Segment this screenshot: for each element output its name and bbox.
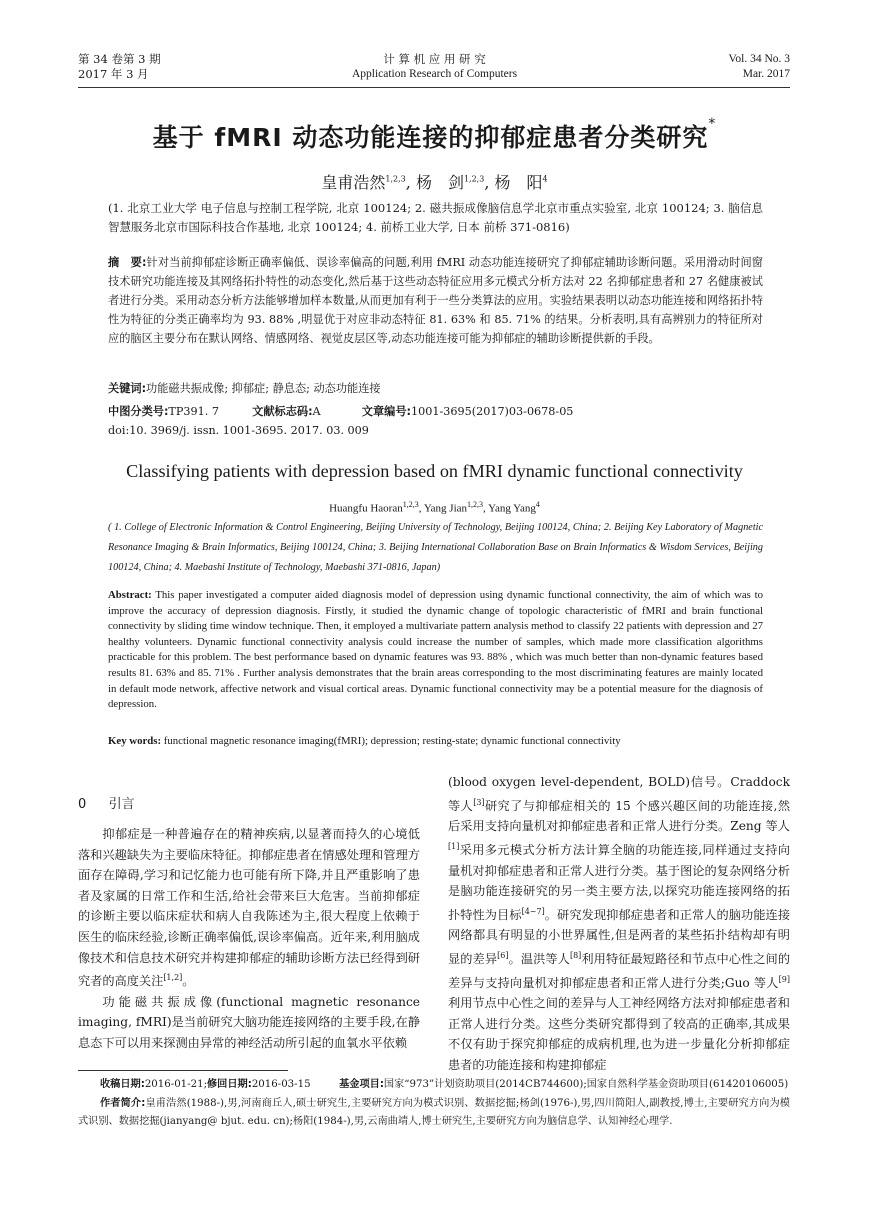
citation-ref: [3]: [473, 797, 485, 807]
received-date: 2016-01-21;: [144, 1079, 207, 1090]
body-paragraph: [448, 772, 790, 1076]
bio-text: 皇甫浩然(1988-),男,河南商丘人,硕士研究生,主要研究方向为模式识别、数据挖掘;杨剑(1976-),男,四川简阳人,副教授,博士,主要研究方向为模式识别、数据挖掘(jianyang@ bjut. edu. cn);杨阳(1984-),男,云南曲靖人,博士研究生,主要研究方向为脑信息学、认知神经心理学.: [78, 1097, 790, 1127]
author-name: 皇甫浩然: [321, 173, 386, 192]
citation-ref: [1,2]: [163, 973, 183, 983]
paragraph-text: 研究了与抑郁症相关的 15 个感兴趣区间的功能连接,然后采用支持向量机对抑郁症患者和正常人进行分类。Zeng 等人: [448, 798, 791, 834]
author-name-en: Huangfu Haoran: [329, 502, 403, 515]
keywords-cn: [108, 380, 763, 396]
paragraph-text: 采用多元模式分析方法计算全脑的功能连接,同样通过支持向量机对抑郁症患者和正常人进行分类。基于图论的复杂网络分析是脑功能连接研究的另一类主要方法,以探究功能连接网络的拓扑特性为目标: [448, 842, 790, 922]
abstract-en: [108, 588, 763, 713]
author-name-en: Yang Jian: [423, 502, 468, 515]
footnote-bio: [78, 1095, 790, 1132]
author-affil-sup: 1,2,3: [385, 174, 406, 184]
clc-value: TP391. 7: [168, 405, 219, 418]
keywords-en: [108, 735, 763, 747]
classification-line: [108, 403, 763, 419]
journal-name-en: Application Research of Computers: [351, 68, 518, 80]
author-name: 杨 阳: [494, 173, 543, 192]
fund-label: 基金项目:: [339, 1079, 384, 1090]
journal-name-cn: 计 算 机 应 用 研 究: [383, 52, 486, 66]
paragraph-text: 利用节点中心性之间的差异与人工神经网络方法对抑郁症患者和正常人进行分类。这些分类研究都得到了较高的正确率,其成果不仅有助于探究抑郁症的成病机理,也为进一步量化分析抑郁症患者的功能连接和构建抑郁症: [448, 996, 790, 1073]
section-number: 0: [78, 797, 87, 812]
doc-code-label: 文献标志码:: [252, 405, 313, 418]
body-paragraph: 功能磁共振成像(functional magnetic resonance imaging, fMRI)是当前研究大脑功能连接网络的主要手段,在静息态下可以用来探测由异常的神经活动所引起的血氧水平依赖: [78, 994, 420, 1050]
body-column-right: [448, 772, 790, 1076]
author-list-en: [0, 500, 869, 515]
abstract-text-en: This paper investigated a computer aided diagnosis model of depression using dynamic functional connectivity, the aim of which was to improve the accuracy of depression diagnosis. Firstly, it studied the dynamic change of topologic characteristic of fMRI and brain functional connectivity by sliding time window technique. Then, it employed a multivariate pattern analysis method to classify 22 patients with depression and 27 healthy volunteers. Dynamic functional connectivity analysis could increase the number of samples, which made more classification algorithms practicable for this problem. The best performance based on dynamic features was 93. 88% , which was much better than non-dynamic features based results 81. 63% and 85. 71% . Further analysis demonstrates that the brain areas corresponding to the most discriminating features are mainly located in default mode network, affective network and visual cortical areas. Dynamic functional connectivity may be a potential measure for the diagnosis of depression.: [108, 589, 763, 711]
author-list-cn: 皇甫浩然$^{1,2,3}$, 杨 剑$^{1,2,3}$, 杨 阳$^4$: [321, 173, 548, 192]
keywords-text: 功能磁共振成像; 抑郁症; 静息态; 动态功能连接: [146, 382, 381, 395]
header-volume: 第 34 卷第 3 期: [78, 52, 161, 66]
article-no-value: 1001-3695(2017)03-0678-05: [411, 405, 574, 418]
citation-ref: [6]: [497, 950, 509, 960]
author-name-en: Yang Yang: [488, 502, 536, 515]
affiliation-cn: (1. 北京工业大学 电子信息与控制工程学院, 北京 100124; 2. 磁共振成像脑信息学北京市重点实验室, 北京 100124; 3. 脑信息智慧服务北京市国际科技合作基地, 北京 100124; 4. 前桥工业大学, 日本 前桥 371-0816): [108, 201, 763, 234]
keywords-text-en: functional magnetic resonance imaging(fMRI); depression; resting-state; dynamic functional connectivity: [163, 735, 621, 747]
citation-ref: [8]: [569, 950, 582, 960]
doc-code-value: A: [312, 405, 321, 418]
revised-label: 修回日期:: [207, 1079, 252, 1090]
fund-text: 国家“973”计划资助项目(2014CB744600);国家自然科学基金资助项目(61420106005): [383, 1079, 789, 1090]
title-footnote-mark: *: [708, 116, 717, 132]
title-text: 基于 fMRI 动态功能连接的抑郁症患者分类研究: [152, 123, 709, 152]
body-paragraph: [78, 824, 420, 992]
article-no-label: 文章编号:: [361, 405, 411, 418]
author-name: 杨 剑: [415, 173, 464, 192]
footnote-dates-fund: [78, 1076, 790, 1095]
citation-ref: [1]: [448, 841, 460, 851]
keywords-label-en: Key words:: [108, 735, 162, 747]
author-affil-sup: 4: [542, 174, 548, 184]
citation-ref: [4~7]: [521, 906, 545, 916]
abstract-text: 针对当前抑郁症诊断正确率偏低、误诊率偏高的问题,利用 fMRI 动态功能连接研究了抑郁症辅助诊断问题。采用滑动时间窗技术研究功能连接及其网络拓扑特性的动态变化,然后基于这些动态特征应用多元模式分析方法对 22 名抑郁症患者和 27 名健康被试者进行分类。采用动态分析方法能够增加样本数量,从而更加有利于一些分类算法的应用。实验结果表明以动态功能连接和网络拓扑特性为特征的分类正确率均为 93. 88% ,明显优于对应非动态特征 81. 63% 和 85. 71% 的结果。分析表明,具有高辨别力的特征所对应的脑区主要分布在默认网络、情感网络、视觉皮层区等,动态功能连接可能为抑郁症的辅助诊断提供新的手段。: [108, 256, 763, 345]
paragraph-text: 利用特征最短路径和节点中心性之间的差异与支持向量机对抑郁症患者和正常人进行分类;Guo 等人: [448, 952, 791, 990]
abstract-label-en: Abstract:: [108, 589, 152, 601]
paragraph-text: 。温洪等人: [508, 952, 570, 966]
author-affil-sup: 4: [535, 500, 540, 509]
header-date-en: Mar. 2017: [742, 68, 790, 80]
footnote-rule: [78, 1070, 288, 1071]
footnote: [78, 1076, 790, 1132]
author-separator: ,: [483, 502, 489, 515]
header-rule: [78, 87, 790, 88]
abstract-cn: [108, 253, 763, 348]
author-affil-sup: 1,2,3: [463, 174, 485, 184]
paragraph-text: 。研究发现抑郁症患者和正常人的脑功能连接网络都具有明显的小世界属性,但是两者的某些拓扑结构却有明显的差异: [448, 907, 791, 966]
header-volume-en: Vol. 34 No. 3: [728, 53, 790, 65]
author-affil-sup: 1,2,3: [467, 500, 484, 509]
affiliation-en: ( 1. College of Electronic Information & Control Engineering, Beijing University of Technology, Beijing 100124, China; 2. Beijing Key Laboratory of Magnetic Resonance Imaging & Brain Informatics, Beijing 100124, China; 3. Beijing International Collaboration Base on Brain Informatics & Wisdom Services, Beijing 100124, China; 4. Maebashi Institute of Technology, Maebashi 371-0816, Japan): [108, 522, 763, 573]
body-column-left: [78, 824, 420, 1054]
bio-label: 作者简介:: [100, 1097, 146, 1109]
received-label: 收稿日期:: [100, 1079, 145, 1090]
journal-volume-en: [729, 52, 790, 82]
paper-title-en: Classifying patients with depression based on fMRI dynamic functional connectivity: [126, 461, 743, 481]
paragraph-text: 抑郁症是一种普遍存在的精神疾病,以显著而持久的心境低落和兴趣缺失为主要临床特征。抑郁症患者在情感处理和管理方面存在障碍,学习和记忆能力也可能有所下降,并且严重影响了患者及家属的日常工作和生活,给社会带来巨大危害。当前抑郁症的诊断主要以临床症状和病人自我陈述为主,很大程度上依赖于医生的临床经验,诊断正确率偏低,误诊率偏高。近年来,利用脑成像技术和信息技术研究并构建抑郁症的辅助诊断方法已经得到研究者的高度关注: [78, 827, 420, 989]
section-heading: [78, 793, 135, 812]
keywords-label: 关键词:: [108, 382, 147, 395]
clc-label: 中图分类号:: [108, 405, 169, 418]
abstract-label: 摘 要:: [108, 256, 147, 269]
doi-line: doi:10. 3969/j. issn. 1001-3695. 2017. 03. 009: [108, 424, 369, 437]
paper-title-cn: [0, 118, 869, 154]
header-date: 2017 年 3 月: [78, 67, 149, 81]
paragraph-text: (blood oxygen level-dependent, BOLD)信号。Craddock 等人: [448, 775, 790, 813]
paragraph-end: 。: [182, 974, 195, 989]
revised-date: 2016-03-15: [251, 1079, 311, 1090]
author-affil-sup: 1,2,3: [402, 500, 419, 509]
section-title: 引言: [108, 797, 135, 812]
author-separator: ,: [418, 502, 424, 515]
citation-ref: [9]: [778, 974, 790, 984]
